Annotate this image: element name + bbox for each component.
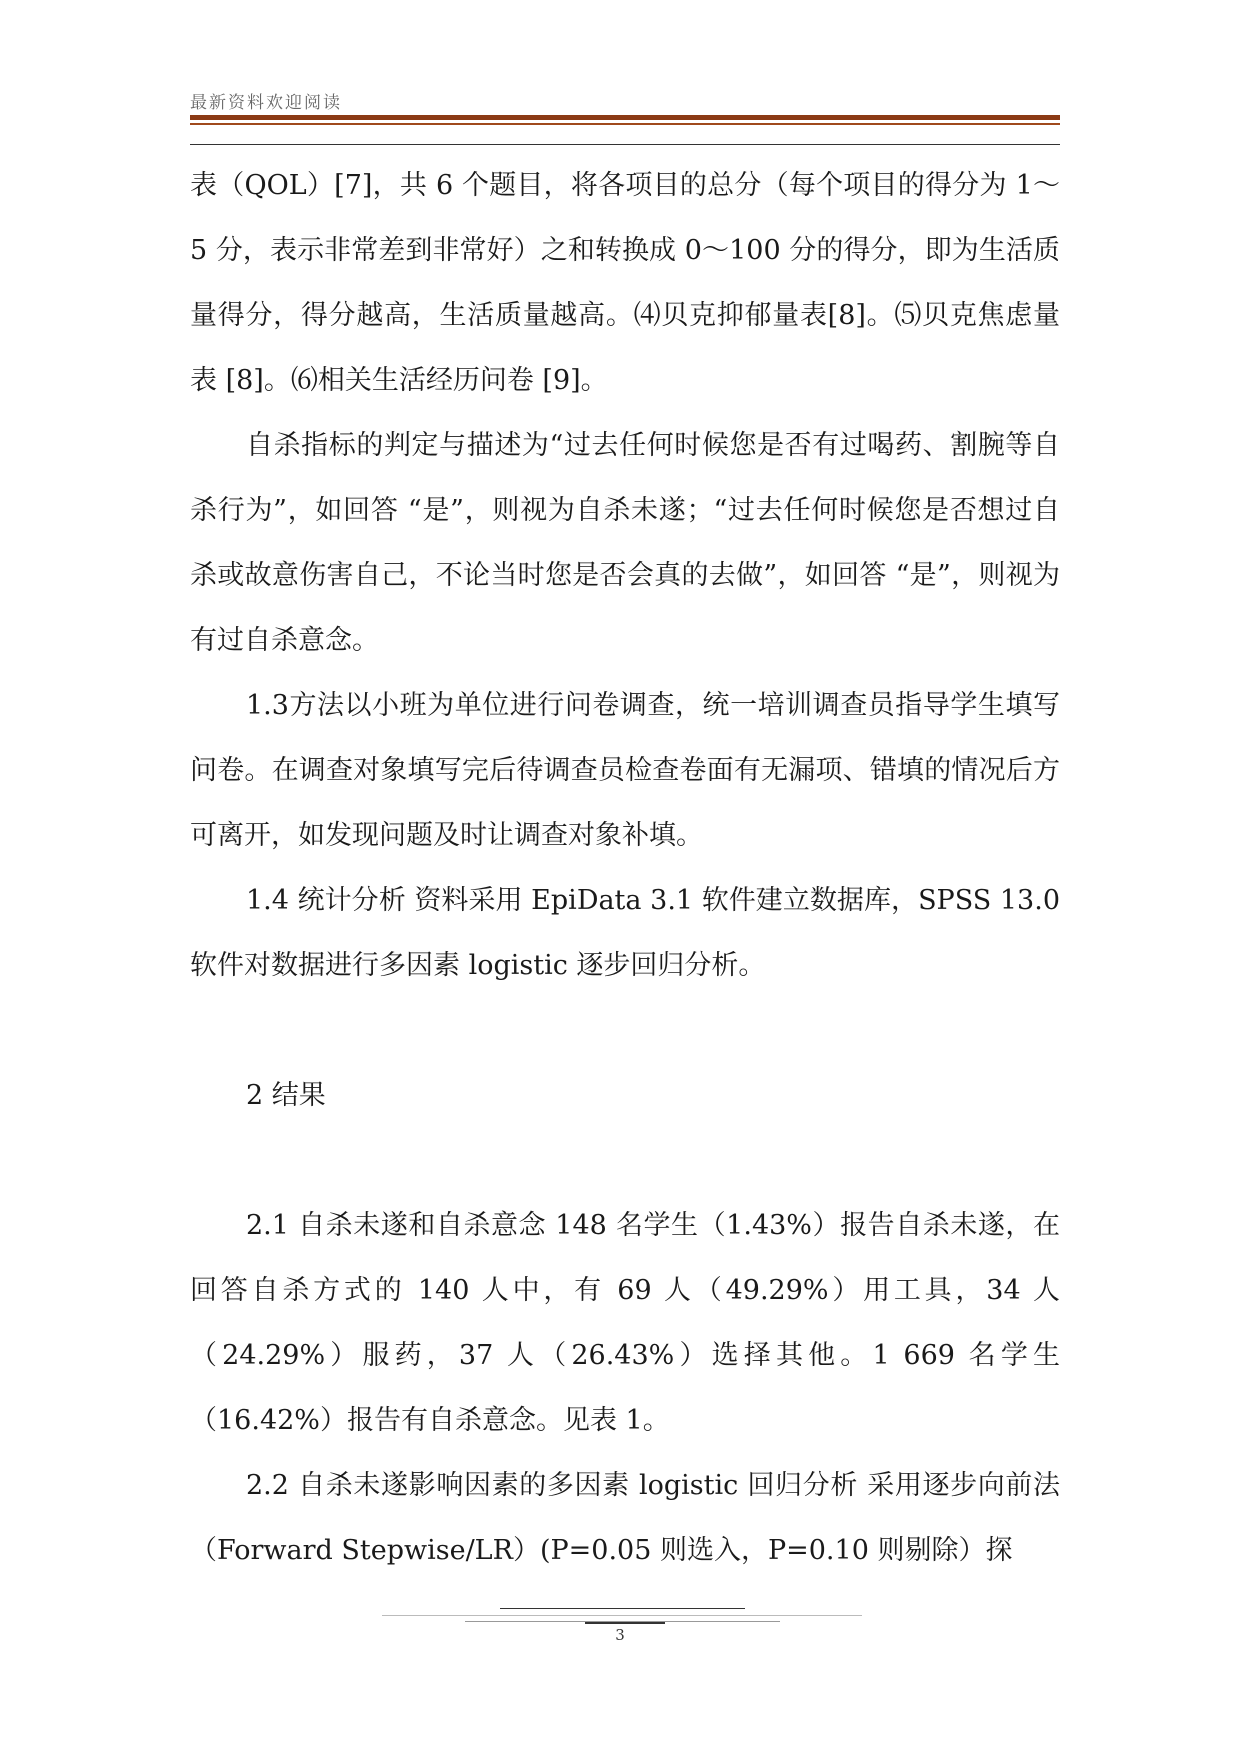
footer-divider-top: [500, 1608, 745, 1609]
header-divider-thin: [190, 144, 1060, 145]
paragraph-results-2-2: 2.2 自杀未遂影响因素的多因素 logistic 回归分析 采用逐步向前法（Forward Stepwise/LR）(P=0.05 则选入，P=0.10 则剔除）探: [190, 1470, 1060, 1566]
page-number: 3: [615, 1626, 625, 1644]
paragraph-method: 1.3方法以小班为单位进行问卷调查，统一培训调查员指导学生填写问卷。在调查对象填写完后待调查员检查卷面有无漏项、错填的情况后方可离开，如发现问题及时让调查对象补填。: [190, 690, 1060, 851]
document-body: [190, 153, 1060, 1583]
header-title: 最新资料欢迎阅读: [190, 93, 342, 113]
footer-divider-short: [585, 1622, 665, 1624]
section-heading-results: 2 结果: [246, 1080, 326, 1111]
paragraph-qol: 表（QOL）[7]，共 6 个题目，将各项目的总分（每个项目的得分为 1～5 分，表示非常差到非常好）之和转换成 0～100 分的得分，即为生活质量得分，得分越高，生活质量越高。⑷贝克抑郁量表[8]。⑸贝克焦虑量表 [8]。⑹相关生活经历问卷 [9]。: [190, 170, 1060, 396]
footer-divider-wide: [382, 1615, 862, 1616]
spacer: [190, 1128, 1060, 1193]
paragraph-statistics: 1.4 统计分析 资料采用 EpiData 3.1 软件建立数据库，SPSS 13.0 软件对数据进行多因素 logistic 逐步回归分析。: [190, 885, 1060, 981]
header-divider-accent: [190, 123, 1060, 125]
paragraph-suicide-indicators: 自杀指标的判定与描述为“过去任何时候您是否有过喝药、割腕等自杀行为”，如回答 “是”，则视为自杀未遂；“过去任何时候您是否想过自杀或故意伤害自己，不论当时您是否会真的去做”，如回答 “是”，则视为有过自杀意念。: [190, 430, 1060, 656]
header-divider-thick: [190, 115, 1060, 120]
paragraph-results-2-1: 2.1 自杀未遂和自杀意念 148 名学生（1.43%）报告自杀未遂，在回答自杀方式的 140 人中，有 69 人（49.29%）用工具，34 人（24.29%）服药，37 人（26.43%）选择其他。1 669 名学生（16.42%）报告有自杀意念。见表 1。: [190, 1210, 1060, 1436]
spacer: [190, 998, 1060, 1063]
